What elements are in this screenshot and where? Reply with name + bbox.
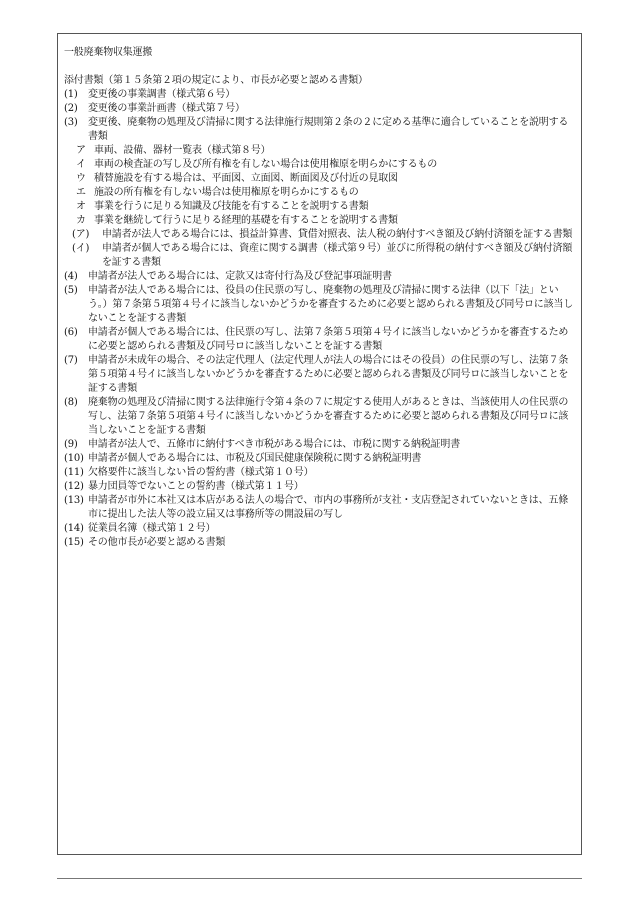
list-item-text: 暴力団員等でないことの誓約書（様式第１１号） bbox=[88, 481, 304, 492]
list-item-text: 申請者が法人である場合には、損益計算書、貸借対照表、法人税の納付すべき額及び納付済額を証する書類 bbox=[102, 229, 573, 240]
list-item bbox=[64, 214, 575, 228]
list-item bbox=[64, 438, 575, 452]
document-frame bbox=[57, 33, 582, 855]
list-item bbox=[64, 396, 575, 438]
list-item-marker: エ bbox=[76, 187, 86, 198]
list-item-marker: カ bbox=[76, 215, 86, 226]
list-item-text: 申請者が未成年の場合、その法定代理人（法定代理人が法人の場合にはその役員）の住民票の写し、法第７条第５項第４号イに該当しないかどうかを審査するために必要と認められる書類及び同号ロに該当しないことを証する書類 bbox=[88, 355, 569, 394]
list-item bbox=[64, 228, 575, 242]
list-item-marker: (14) bbox=[64, 523, 84, 534]
list-item bbox=[64, 452, 575, 466]
attachments-intro: 添付書類（第１５条第２項の規定により、市長が必要と認める書類） bbox=[64, 75, 368, 86]
list-item bbox=[64, 522, 575, 536]
list-item-text: 申請者が個人である場合には、資産に関する調書（様式第９号）並びに所得税の納付すべき額及び納付済額を証する書類 bbox=[102, 243, 573, 268]
list-item-marker: イ bbox=[76, 159, 86, 170]
list-item bbox=[64, 200, 575, 214]
list-item-text: 申請者が個人である場合には、市税及び国民健康保険税に関する納税証明書 bbox=[88, 453, 422, 464]
list-item-text: 廃棄物の処理及び清掃に関する法律施行令第４条の７に規定する使用人があるときは、当該使用人の住民票の写し、法第７条第５項第４号イに該当しないかどうかを審査するために必要と認められる書類及び同号ロに該当しないことを証する書類 bbox=[88, 397, 569, 436]
list-item-text: 積替施設を有する場合は、平面図、立面図、断面図及び付近の見取図 bbox=[94, 173, 398, 184]
list-item-text: 従業員名簿（様式第１２号） bbox=[88, 523, 216, 534]
list-item-text: 申請者が法人である場合には、定款又は寄付行為及び登記事項証明書 bbox=[88, 271, 392, 282]
list-item-text: 申請者が個人である場合には、住民票の写し、法第７条第５項第４号イに該当しないかどうかを審査するために必要と認められる書類及び同号ロに該当しないことを証する書類 bbox=[88, 327, 569, 352]
list-item-marker: ア bbox=[76, 145, 86, 156]
list-item bbox=[64, 242, 575, 270]
list-item bbox=[64, 102, 575, 116]
list-item bbox=[64, 144, 575, 158]
document-heading: 一般廃棄物収集運搬 bbox=[64, 47, 153, 58]
list-item-text: 変更後、廃棄物の処理及び清掃に関する法律施行規則第２条の２に定める基準に適合していることを説明する書類 bbox=[88, 117, 569, 142]
list-item-text: 車両、設備、器材一覧表（様式第８号） bbox=[94, 145, 271, 156]
list-item-text: 事業を行うに足りる知識及び技能を有することを説明する書類 bbox=[94, 201, 369, 212]
list-item bbox=[64, 494, 575, 522]
list-item-text: 車両の検査証の写し及び所有権を有しない場合は使用権原を明らかにするもの bbox=[94, 159, 437, 170]
list-item bbox=[64, 480, 575, 494]
list-item bbox=[64, 466, 575, 480]
list-item bbox=[64, 354, 575, 396]
list-item-marker: (10) bbox=[64, 453, 84, 464]
list-item-text: 申請者が法人である場合には、役員の住民票の写し、廃棄物の処理及び清掃に関する法律（以下「法」という。）第７条第５項第４号イに該当しないかどうかを審査するために必要と認められる書類及び同号ロに該当しないことを証する書類 bbox=[88, 285, 573, 324]
list-item bbox=[64, 326, 575, 354]
list-item-text: 変更後の事業計画書（様式第７号） bbox=[88, 103, 245, 114]
list-item-marker: (11) bbox=[64, 467, 84, 478]
list-item-marker: (6) bbox=[64, 327, 78, 338]
list-item bbox=[64, 88, 575, 102]
list-item-marker: (8) bbox=[64, 397, 78, 408]
list-item bbox=[64, 186, 575, 200]
list-item-text: 欠格要件に該当しない旨の誓約書（様式第１０号） bbox=[88, 467, 314, 478]
list-item-text: 変更後の事業調書（様式第６号） bbox=[88, 89, 235, 100]
list-item-marker: (7) bbox=[64, 355, 78, 366]
list-item-text: その他市長が必要と認める書類 bbox=[88, 537, 226, 548]
list-item-text: 事業を継続して行うに足りる経理的基礎を有することを説明する書類 bbox=[94, 215, 398, 226]
list-item-marker: (ア) bbox=[72, 229, 90, 240]
list-item bbox=[64, 158, 575, 172]
list-item bbox=[64, 172, 575, 186]
list-item bbox=[64, 284, 575, 326]
document-content bbox=[64, 46, 575, 550]
list-item bbox=[64, 270, 575, 284]
list-item-marker: (4) bbox=[64, 271, 78, 282]
list-item-marker: (9) bbox=[64, 439, 78, 450]
list-item-marker: (3) bbox=[64, 117, 78, 128]
list-item-text: 申請者が市外に本社又は本店がある法人の場合で、市内の事務所が支社・支店登記されていないときは、五條市に提出した法人等の設立届又は事務所等の開設届の写し bbox=[88, 495, 568, 520]
list-item-marker: (1) bbox=[64, 89, 78, 100]
list-item-marker: (12) bbox=[64, 481, 84, 492]
list-item bbox=[64, 116, 575, 144]
list-item-marker: (13) bbox=[64, 495, 84, 506]
list-item-marker: ウ bbox=[76, 173, 86, 184]
list-item-marker: (5) bbox=[64, 285, 78, 296]
list-item-marker: (15) bbox=[64, 537, 84, 548]
list-item-marker: オ bbox=[76, 201, 86, 212]
list-item bbox=[64, 536, 575, 550]
list-item-marker: (イ) bbox=[72, 243, 90, 254]
attachment-list bbox=[64, 88, 575, 550]
list-item-text: 施設の所有権を有しない場合は使用権原を明らかにするもの bbox=[94, 187, 359, 198]
footer-divider bbox=[57, 878, 582, 879]
blank-line bbox=[64, 60, 575, 74]
list-item-marker: (2) bbox=[64, 103, 78, 114]
list-item-text: 申請者が法人で、五條市に納付すべき市税がある場合には、市税に関する納税証明書 bbox=[88, 439, 460, 450]
